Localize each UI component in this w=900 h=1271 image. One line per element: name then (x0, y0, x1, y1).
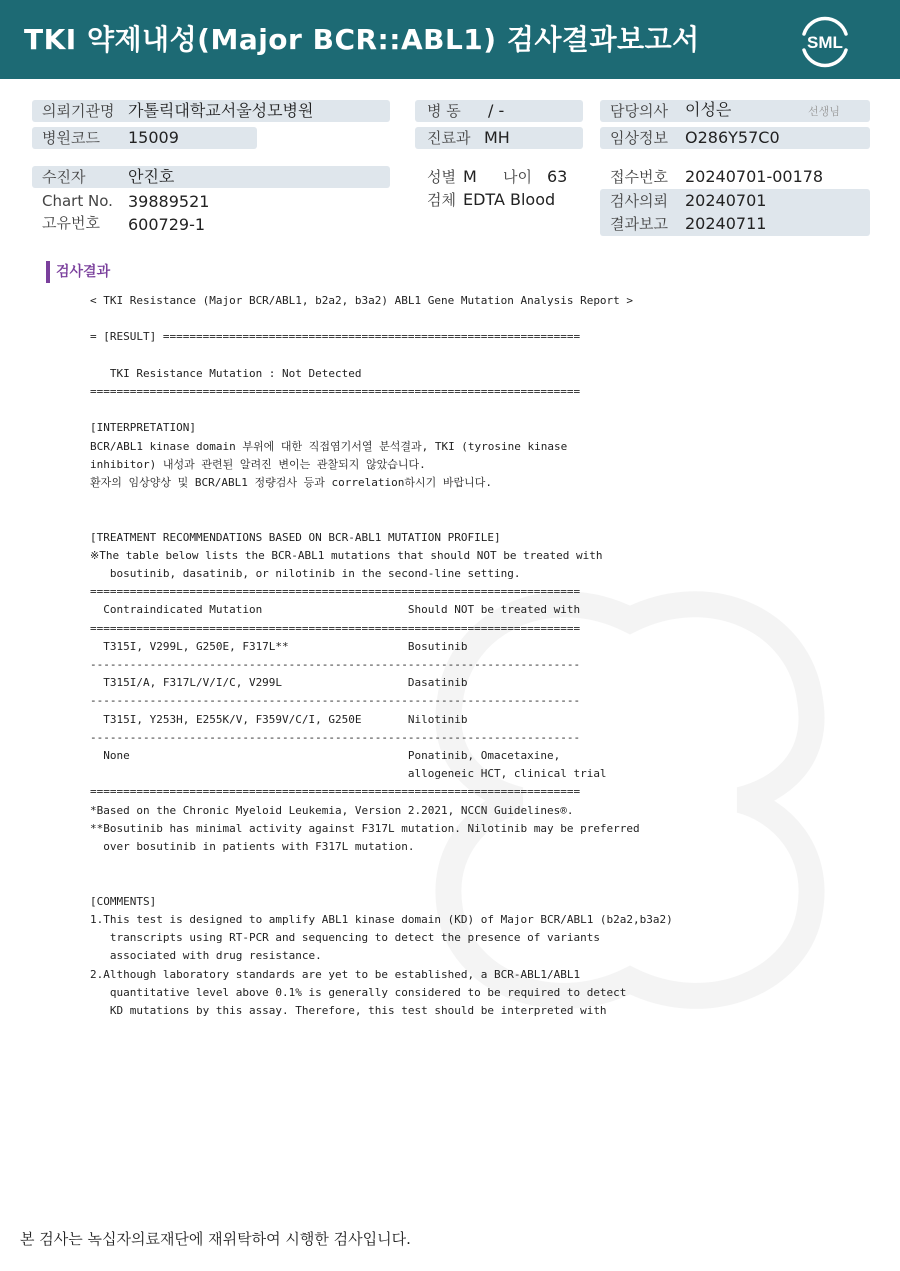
sml-logo (796, 12, 854, 70)
footer-note: 본 검사는 녹십자의료재단에 재위탁하여 시행한 검사입니다. (20, 1230, 411, 1248)
receipt-no-label: 접수번호 (610, 168, 668, 186)
age-label: 나이 (503, 168, 532, 186)
doctor-value: 이성은 (685, 100, 732, 119)
request-date-label: 검사의뢰 (610, 192, 668, 210)
patient-label: 수진자 (42, 168, 86, 186)
result-date-value: 20240711 (685, 214, 767, 233)
clinical-info-value: O286Y57C0 (685, 128, 780, 147)
doctor-suffix: 선생님 (808, 105, 840, 118)
department-value: MH (484, 128, 510, 147)
chart-no-label: Chart No. (42, 192, 113, 210)
hospital-code-value: 15009 (128, 128, 179, 147)
result-date-label: 결과보고 (610, 215, 668, 233)
patient-value: 안진호 (128, 167, 175, 186)
unique-no-label: 고유번호 (42, 214, 100, 232)
sex-label: 성별 (427, 168, 456, 186)
request-date-value: 20240701 (685, 191, 767, 210)
chart-no-value: 39889521 (128, 192, 210, 211)
patient-row (32, 166, 390, 188)
age-value: 63 (547, 167, 568, 186)
svg-text:SML: SML (807, 33, 843, 52)
sex-value: M (463, 167, 477, 186)
specimen-value: EDTA Blood (463, 190, 556, 209)
ward-label: 병 동 (427, 102, 461, 120)
receipt-no-value: 20240701-00178 (685, 167, 824, 186)
unique-no-value: 600729-1 (128, 215, 206, 234)
institution-value: 가톨릭대학교서울성모병원 (128, 101, 314, 120)
report-body: < TKI Resistance (Major BCR/ABL1, b2a2, b3a2) ABL1 Gene Mutation Analysis Report > = [RESULT] =============================================================== TKI Resistance Mutation : Not Detected ========================================================================== [INTERPRETATION] BCR/ABL1 kinase domain 부위에 대한 직접염기서열 분석결과, TKI (tyrosine kinase inhibitor) 내성과 관련된 알려진 변이는 관찰되지 않았습니다. 환자의 임상양상 및 BCR/ABL1 정량검사 등과 correlation하시기 바랍니다. [TREATMENT RECOMMENDATIONS BASED ON BCR-ABL1 MUTATION PROFILE] ※The table below lists the BCR-ABL1 mutations that should NOT be treated with bosutinib, dasatinib, or nilotinib in the second-line setting. ========================================================================== Contraindicated Mutation Should NOT be treated with ========================================================================== T315I, V299L, G250E, F317L** Bosutinib -------------------------------------------------------------------------- T315I/A, F317L/V/I/C, V299L Dasatinib -------------------------------------------------------------------------- T315I, Y253H, E255K/V, F359V/C/I, G250E Nilotinib -------------------------------------------------------------------------- None Ponatinib, Omacetaxine, allogeneic HCT, clinical trial ========================================================================== *Based on the Chronic Myeloid Leukemia, Version 2.2021, NCCN Guidelines®. **Bosutinib has minimal activity against F317L mutation. Nilotinib may be preferred over bosutinib in patients with F317L mutation. [COMMENTS] 1.This test is designed to amplify ABL1 kinase domain (KD) of Major BCR/ABL1 (b2a2,b3a2) transcripts using RT-PCR and sequencing to detect the presence of variants associated with drug resistance. 2.Although laboratory standards are yet to be established, a BCR-ABL1/ABL1 quantitative level above 0.1% is generally considered to be required to detect KD mutations by this assay. Therefore, this test should be interpreted with (90, 294, 673, 1017)
section-title: 검사결과 (46, 261, 110, 283)
hospital-code-label: 병원코드 (42, 129, 100, 147)
report-title: TKI 약제내성(Major BCR::ABL1) 검사결과보고서 (24, 23, 700, 56)
specimen-label: 검체 (427, 191, 456, 209)
clinical-info-label: 임상정보 (610, 129, 668, 147)
report-header (0, 0, 900, 79)
institution-label: 의뢰기관명 (42, 102, 115, 120)
ward-value: / - (488, 101, 505, 120)
department-label: 진료과 (427, 129, 471, 147)
doctor-label: 담당의사 (610, 102, 668, 120)
